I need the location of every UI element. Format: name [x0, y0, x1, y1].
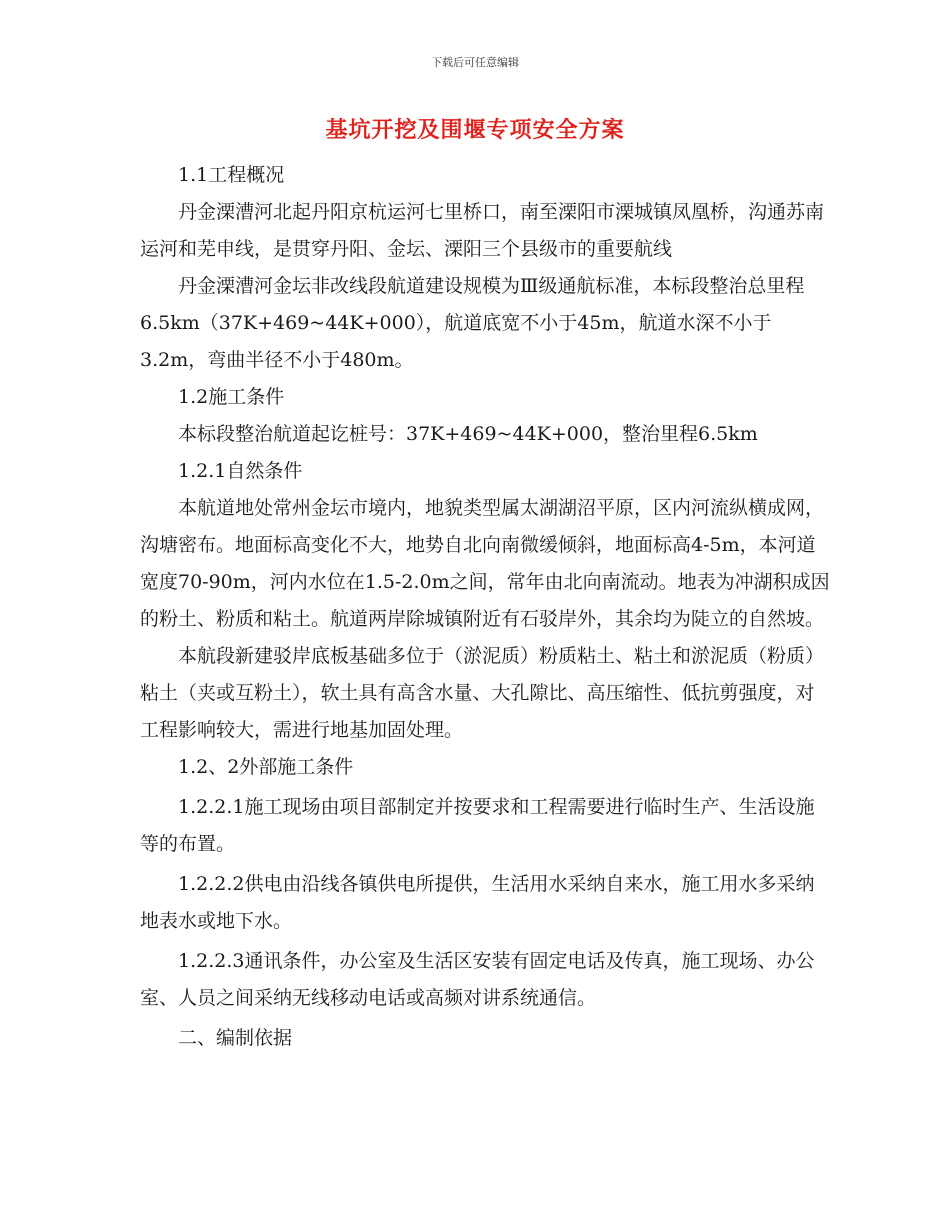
paragraph-site-layout: 1.2.2.1施工现场由项目部制定并按要求和工程需要进行临时生产、生活设施等的布置。 — [140, 796, 815, 855]
section-heading-1-1: 1.1工程概况 — [178, 164, 285, 186]
document-title: 基坑开挖及围堰专项安全方案 — [325, 118, 625, 143]
paragraph-natural-conditions: 本航道地处常州金坛市境内，地貌类型属太湖湖沼平原，区内河流纵横成网，沟塘密布。地面标高变化不大，地势自北向南微缓倾斜，地面标高4-5m，本河道宽度70-90m，河内水位在1.5-2.0m之间，常年由北向南流动。地表为冲湖积成因的粉土、粉质和粘土。航道两岸除城镇附近有石驳岸外，其余均为陡立的自然坡。 — [140, 497, 830, 630]
paragraph-soil: 本航段新建驳岸底板基础多位于（淤泥质）粉质粘土、粘土和淤泥质（粉质）粘土（夹或互粉土），软土具有高含水量、大孔隙比、高压缩性、低抗剪强度，对工程影响较大，需进行地基加固处理。 — [140, 645, 825, 741]
paragraph-overview: 丹金溧漕河北起丹阳京杭运河七里桥口，南至溧阳市溧城镇凤凰桥，沟通苏南运河和芜申线，是贯穿丹阳、金坛、溧阳三个县级市的重要航线 — [140, 201, 825, 260]
document-body — [140, 157, 830, 1057]
section-heading-1-2-2: 1.2、2外部施工条件 — [178, 756, 354, 778]
section-heading-2: 二、编制依据 — [178, 1027, 293, 1049]
section-heading-1-2-1: 1.2.1自然条件 — [178, 460, 303, 482]
paragraph-power-water: 1.2.2.2供电由沿线各镇供电所提供，生活用水采纳自来水，施工用水多采纳地表水或地下水。 — [140, 873, 815, 932]
paragraph-scale: 丹金溧漕河金坛非改线段航道建设规模为Ⅲ级通航标准，本标段整治总里程6.5km（37K+469~44K+000），航道底宽不小于45m，航道水深不小于3.2m，弯曲半径不小于480m。 — [140, 275, 805, 371]
paragraph-communication: 1.2.2.3通讯条件，办公室及生活区安装有固定电话及传真，施工现场、办公室、人员之间采纳无线移动电话或高频对讲系统通信。 — [140, 950, 815, 1009]
paragraph-stake: 本标段整治航道起讫桩号：37K+469~44K+000，整治里程6.5km — [178, 423, 758, 445]
header-note: 下载后可任意编辑 — [431, 56, 519, 69]
section-heading-1-2: 1.2施工条件 — [178, 386, 285, 408]
